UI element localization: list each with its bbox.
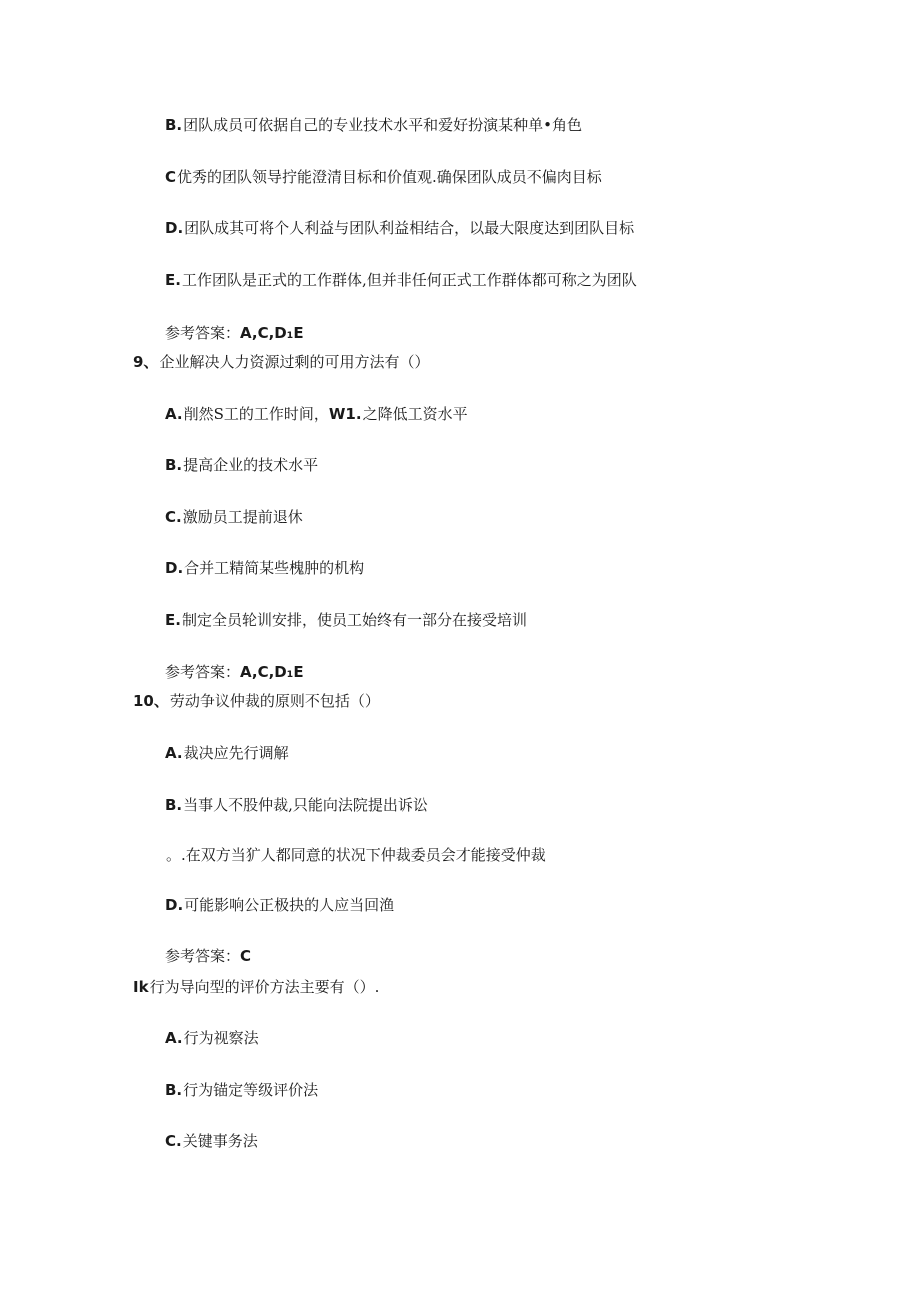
option-text: 提高企业的技术水平 bbox=[183, 456, 319, 474]
option-text: 激励员工提前退休 bbox=[182, 508, 303, 526]
option-label: C. bbox=[165, 508, 182, 526]
option-text-bold: W1. bbox=[328, 405, 362, 423]
q9-option-c bbox=[165, 507, 303, 527]
q9-stem bbox=[133, 352, 429, 372]
option-text: 合并工精简某些槐肿的机构 bbox=[184, 559, 365, 577]
q8-answer bbox=[165, 323, 305, 343]
option-text: 工作团队是正式的工作群体,但并非任何正式工作群体都可称之为团队 bbox=[181, 271, 637, 289]
option-label: E. bbox=[165, 611, 181, 629]
answer-prefix: 参考答案： bbox=[165, 947, 241, 965]
q8-option-d bbox=[165, 218, 634, 238]
q10-option-c bbox=[165, 845, 546, 865]
q11-option-b bbox=[165, 1080, 318, 1100]
q10-option-b bbox=[165, 795, 428, 815]
option-label: B. bbox=[165, 116, 183, 134]
option-text: 行为视察法 bbox=[183, 1029, 259, 1047]
option-label: A. bbox=[165, 744, 183, 762]
option-text: 关键事务法 bbox=[182, 1132, 258, 1150]
option-label: A. bbox=[165, 1029, 183, 1047]
option-text: 当事人不股仲裁,只能向法院提出诉讼 bbox=[183, 796, 428, 814]
option-text: 裁决应先行调解 bbox=[183, 744, 289, 762]
option-label: A. bbox=[165, 405, 183, 423]
option-text: 行为锚定等级评价法 bbox=[183, 1081, 319, 1099]
q8-option-b bbox=[165, 115, 582, 135]
q11-option-a bbox=[165, 1028, 259, 1048]
option-text: 可能影响公正极抉的人应当回渔 bbox=[184, 896, 395, 914]
question-text: 企业解决人力资源过剩的可用方法有（） bbox=[159, 353, 430, 371]
option-text: 团队成其可将个人利益与团队利益相结合，以最大限度达到团队目标 bbox=[184, 219, 635, 237]
question-number: 9、 bbox=[133, 353, 159, 371]
question-text: 行为导向型的评价方法主要有（）. bbox=[149, 978, 380, 996]
option-text: 。.在双方当犷人都同意的状况下仲裁委员会才能接受仲裁 bbox=[166, 846, 546, 864]
question-text: 劳动争议仲裁的原则不包括（） bbox=[169, 692, 380, 710]
q8-option-e bbox=[165, 270, 637, 290]
q10-stem bbox=[133, 691, 380, 711]
answer-value: C bbox=[240, 947, 252, 965]
option-text-tail: 之降低工资水平 bbox=[362, 405, 468, 423]
q9-option-a bbox=[165, 404, 468, 424]
q10-option-d bbox=[165, 895, 394, 915]
q10-answer bbox=[165, 946, 252, 966]
question-number: Ik bbox=[133, 978, 149, 996]
option-text: 制定全员轮训安排，使员工始终有一部分在接受培训 bbox=[181, 611, 527, 629]
answer-prefix: 参考答案： bbox=[165, 663, 241, 681]
q9-answer bbox=[165, 662, 305, 682]
q8-option-c bbox=[165, 167, 602, 187]
answer-prefix: 参考答案： bbox=[165, 324, 241, 342]
answer-value: A,C,D₁E bbox=[240, 324, 304, 342]
option-label: E. bbox=[165, 271, 181, 289]
option-text: 削然S工的工作时间， bbox=[183, 405, 329, 423]
q9-option-b bbox=[165, 455, 318, 475]
option-label: D. bbox=[165, 559, 184, 577]
option-label: C bbox=[165, 168, 177, 186]
option-label: B. bbox=[165, 456, 183, 474]
q11-stem bbox=[133, 977, 379, 997]
option-text: 优秀的团队领导拧能澄清目标和价值观.确保团队成员不偏肉目标 bbox=[177, 168, 602, 186]
option-label: D. bbox=[165, 896, 184, 914]
q9-option-e bbox=[165, 610, 527, 630]
option-text: 团队成员可依据自己的专业技术水平和爱好扮演某种单•角色 bbox=[183, 116, 582, 134]
option-label: B. bbox=[165, 1081, 183, 1099]
option-label: C. bbox=[165, 1132, 182, 1150]
q9-option-d bbox=[165, 558, 364, 578]
q11-option-c bbox=[165, 1131, 258, 1151]
option-label: D. bbox=[165, 219, 184, 237]
q10-option-a bbox=[165, 743, 289, 763]
option-label: B. bbox=[165, 796, 183, 814]
answer-value: A,C,D₁E bbox=[240, 663, 304, 681]
question-number: 10、 bbox=[133, 692, 169, 710]
